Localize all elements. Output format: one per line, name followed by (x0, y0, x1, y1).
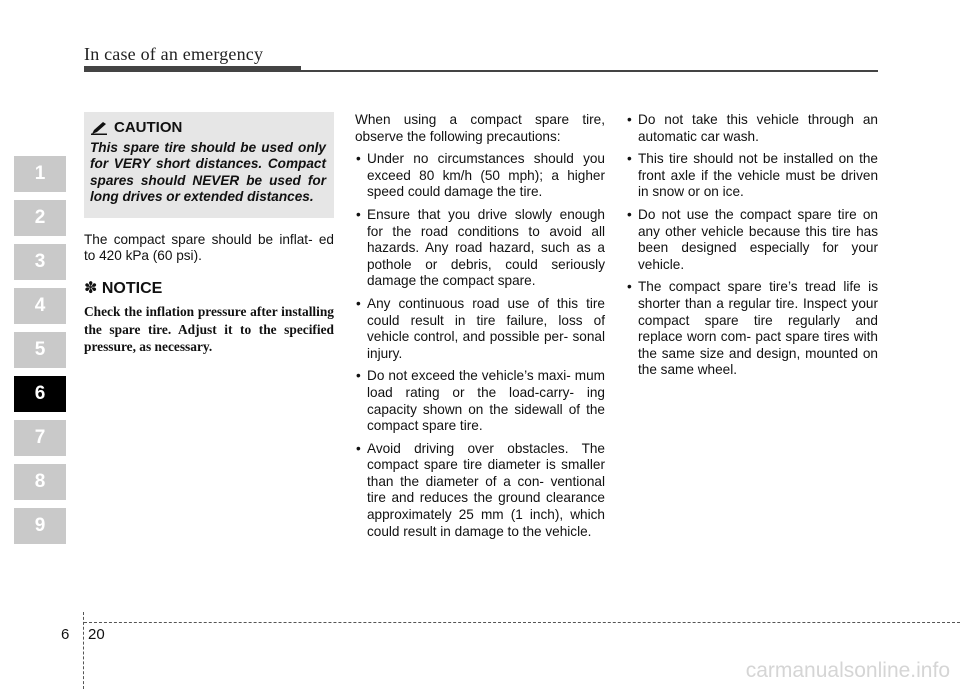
list-item: • The compact spare tire’s tread life is shorter than a regular tire. Inspect your compact spare tire regularly and replace worn com- pact spare tires with the same size and design, mounted on the same wheel. (626, 279, 878, 379)
list-item: • Ensure that you drive slowly enough for the road conditions to avoid all hazards. Any road hazard, such as a pothole or debris, could seriously damage the compact spare. (355, 207, 605, 290)
chapter-tab-3[interactable]: 3 (14, 244, 66, 280)
precautions-list-continued (626, 112, 878, 379)
list-item: • Do not exceed the vehicle’s maxi- mum load rating or the load-carry- ing capacity shown on the sidewall of the compact spare tire. (355, 368, 605, 434)
footer-rule (84, 622, 960, 623)
footer-divider (83, 612, 84, 689)
caution-label: CAUTION (114, 119, 183, 136)
notice-heading: ✽ NOTICE (84, 279, 163, 297)
chapter-tab-7[interactable]: 7 (14, 420, 66, 456)
chapter-tab-4[interactable]: 4 (14, 288, 66, 324)
list-item: • Do not take this vehicle through an automatic car wash. (626, 112, 878, 145)
precautions-list (355, 151, 605, 540)
footer-page-number: 20 (88, 626, 105, 643)
list-item: • Do not use the compact spare tire on any other vehicle because this tire has been designed especially for your vehicle. (626, 207, 878, 273)
header-rule-thin (301, 70, 878, 72)
chapter-tab-9[interactable]: 9 (14, 508, 66, 544)
list-item: • This tire should not be installed on the front axle if the vehicle must be driven in snow or on ice. (626, 151, 878, 201)
chapter-tab-6-active[interactable]: 6 (14, 376, 66, 412)
inflation-paragraph: The compact spare should be inflat- ed to 420 kPa (60 psi). (84, 231, 334, 264)
chapter-tabs (14, 156, 66, 552)
right-column (626, 112, 878, 385)
footer-section-number: 6 (61, 626, 70, 643)
middle-column (355, 112, 605, 546)
caution-text: This spare tire should be used only for VERY short distances. Compact spares should NEVER be used for long drives or extended distances. (90, 139, 326, 205)
precautions-intro: When using a compact spare tire, observe the following precautions: (355, 112, 605, 144)
list-item: • Avoid driving over obstacles. The compact spare tire diameter is smaller than the diameter of a con- ventional tire and reduces the ground clearance approximately 25 mm (1 inch), which could result in damage to the vehicle. (355, 441, 605, 541)
left-column (84, 112, 334, 356)
caution-heading (90, 120, 326, 137)
watermark: carmanualsonline.info (745, 659, 950, 682)
chapter-tab-2[interactable]: 2 (14, 200, 66, 236)
pencil-icon (90, 121, 108, 135)
list-item: • Under no circumstances should you exceed 80 km/h (50 mph); a higher speed could damage the tire. (355, 151, 605, 201)
chapter-tab-8[interactable]: 8 (14, 464, 66, 500)
page-header-title: In case of an emergency (84, 44, 264, 64)
chapter-tab-1[interactable]: 1 (14, 156, 66, 192)
caution-box (84, 112, 334, 218)
chapter-tab-5[interactable]: 5 (14, 332, 66, 368)
list-item: • Any continuous road use of this tire could result in tire failure, loss of vehicle control, and possible per- sonal injury. (355, 296, 605, 362)
header-rule-thick (84, 66, 301, 72)
notice-text: Check the inflation pressure after installing the spare tire. Adjust it to the specified pressure, as necessary. (84, 304, 334, 355)
